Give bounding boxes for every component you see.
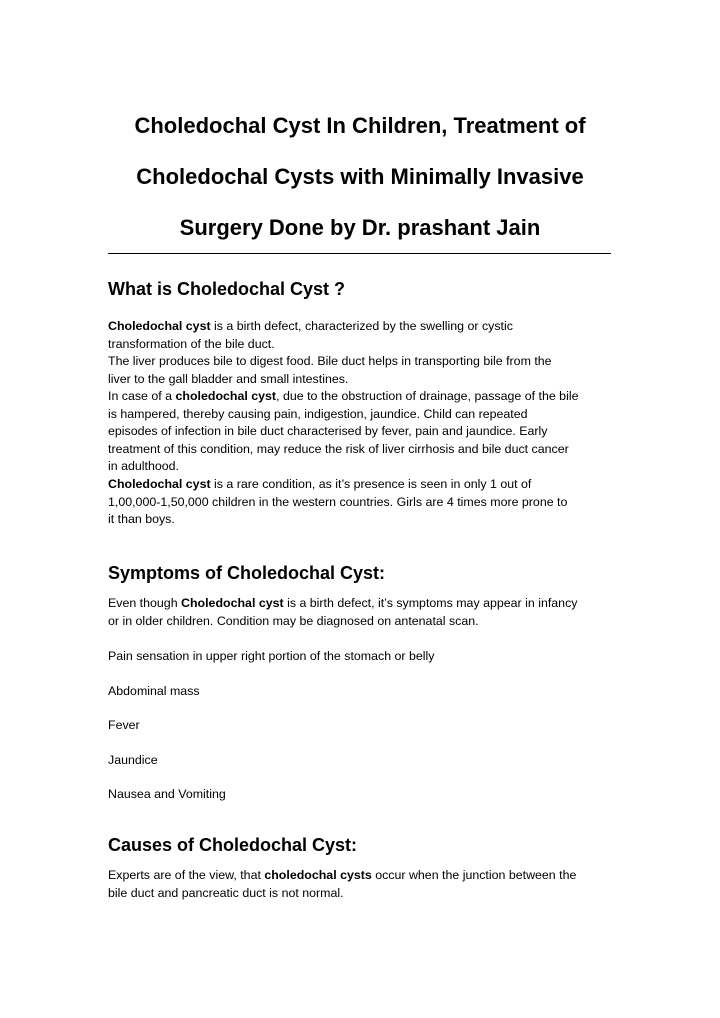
symptom-item: Abdominal mass: [108, 684, 200, 698]
bold-term: choledochal cysts: [264, 868, 372, 882]
title-divider: [108, 253, 611, 254]
title-line-1: Choledochal Cyst In Children, Treatment of: [134, 113, 586, 138]
paragraph-liver-bile: The liver produces bile to digest food. Bile duct helps in transporting bile from the liver to the gall bladder and small intestines.: [108, 354, 552, 386]
bold-term: Choledochal cyst: [108, 319, 211, 333]
section-heading-symptoms: Symptoms of Choledochal Cyst:: [108, 563, 386, 583]
bold-term: Choledochal cyst: [108, 477, 211, 491]
symptom-item: Fever: [108, 718, 140, 732]
section-heading-causes: Causes of Choledochal Cyst:: [108, 835, 358, 855]
symptom-item: Pain sensation in upper right portion of the stomach or belly: [108, 649, 435, 663]
page-title: [108, 100, 612, 253]
bold-term: Choledochal cyst: [181, 596, 284, 610]
title-line-2: Choledochal Cysts with Minimally Invasive: [136, 164, 584, 189]
paragraph-definition: Choledochal cyst is a birth defect, characterized by the swelling or cystic transformation of the bile duct.: [108, 319, 513, 351]
section-heading-what-is: What is Choledochal Cyst ?: [108, 279, 346, 299]
paragraph-causes: Experts are of the view, that choledochal cysts occur when the junction between the bile duct and pancreatic duct is not normal.: [108, 868, 577, 900]
symptom-item: Jaundice: [108, 753, 158, 767]
paragraph-obstruction: In case of a choledochal cyst, due to the obstruction of drainage, passage of the bile is hampered, thereby causing pain, indigestion, jaundice. Child can repeated episodes of infection in bile duct characterised by fever, pain and jaundice. Early treatment of this condition, may reduce the risk of liver cirrhosis and bile duct cancer in adulthood.: [108, 389, 579, 474]
bold-term: choledochal cyst: [175, 389, 277, 403]
title-line-3: Surgery Done by Dr. prashant Jain: [179, 215, 541, 240]
symptom-item: Nausea and Vomiting: [108, 787, 226, 801]
paragraph-prevalence: Choledochal cyst is a rare condition, as it’s presence is seen in only 1 out of 1,00,000-1,50,000 children in the western countries. Girls are 4 times more prone to it than boys.: [108, 477, 568, 527]
paragraph-symptoms-intro: Even though Choledochal cyst is a birth defect, it’s symptoms may appear in infancy or in older children. Condition may be diagnosed on antenatal scan.: [108, 596, 578, 628]
